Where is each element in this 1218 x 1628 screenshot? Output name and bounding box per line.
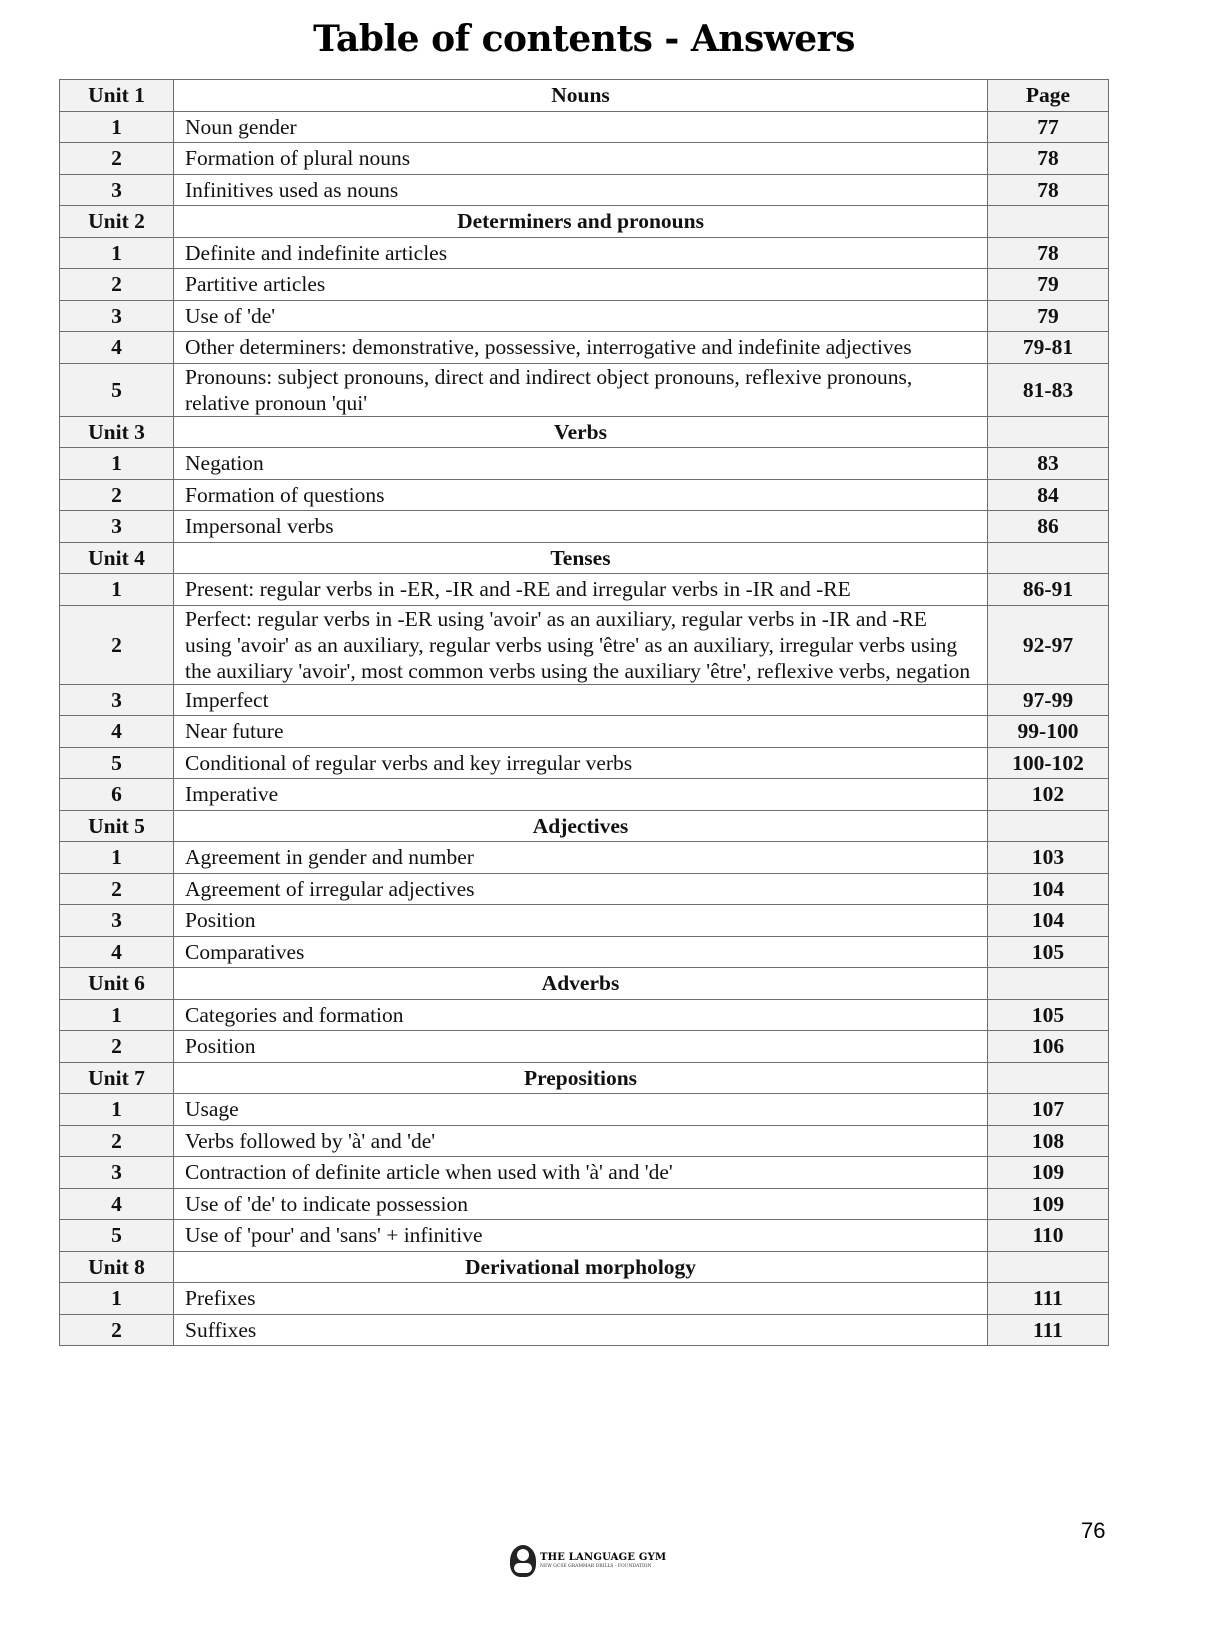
page-range: 111 bbox=[988, 1314, 1109, 1346]
unit-header-row bbox=[60, 810, 1109, 842]
section-title: Derivational morphology bbox=[174, 1251, 988, 1283]
item-number: 1 bbox=[60, 1283, 174, 1315]
section-title: Tenses bbox=[174, 542, 988, 574]
table-row bbox=[60, 300, 1109, 332]
item-number: 2 bbox=[60, 1031, 174, 1063]
page-column-header bbox=[988, 810, 1109, 842]
table-row bbox=[60, 999, 1109, 1031]
item-number: 6 bbox=[60, 779, 174, 811]
page-range: 79 bbox=[988, 300, 1109, 332]
topic-text: Formation of questions bbox=[174, 479, 988, 511]
item-number: 4 bbox=[60, 716, 174, 748]
page-range: 97-99 bbox=[988, 684, 1109, 716]
item-number: 3 bbox=[60, 684, 174, 716]
page-range: 109 bbox=[988, 1188, 1109, 1220]
unit-label: Unit 6 bbox=[60, 968, 174, 1000]
item-number: 5 bbox=[60, 363, 174, 416]
page-range: 107 bbox=[988, 1094, 1109, 1126]
item-number: 3 bbox=[60, 300, 174, 332]
topic-text: Usage bbox=[174, 1094, 988, 1126]
table-row bbox=[60, 269, 1109, 301]
topic-text: Suffixes bbox=[174, 1314, 988, 1346]
topic-text: Verbs followed by 'à' and 'de' bbox=[174, 1125, 988, 1157]
table-row bbox=[60, 605, 1109, 684]
page-range: 103 bbox=[988, 842, 1109, 874]
item-number: 2 bbox=[60, 143, 174, 175]
section-title: Nouns bbox=[174, 80, 988, 112]
table-row bbox=[60, 511, 1109, 543]
page-range: 79-81 bbox=[988, 332, 1109, 364]
topic-text: Pronouns: subject pronouns, direct and indirect object pronouns, reflexive pronouns, relative pronoun 'qui' bbox=[174, 363, 988, 416]
item-number: 2 bbox=[60, 1125, 174, 1157]
topic-text: Noun gender bbox=[174, 111, 988, 143]
item-number: 4 bbox=[60, 332, 174, 364]
topic-text: Infinitives used as nouns bbox=[174, 174, 988, 206]
item-number: 4 bbox=[60, 936, 174, 968]
item-number: 5 bbox=[60, 747, 174, 779]
topic-text: Definite and indefinite articles bbox=[174, 237, 988, 269]
topic-text: Contraction of definite article when used with 'à' and 'de' bbox=[174, 1157, 988, 1189]
page-range: 109 bbox=[988, 1157, 1109, 1189]
page-range: 83 bbox=[988, 448, 1109, 480]
topic-text: Categories and formation bbox=[174, 999, 988, 1031]
item-number: 1 bbox=[60, 999, 174, 1031]
page-range: 77 bbox=[988, 111, 1109, 143]
page-range: 105 bbox=[988, 936, 1109, 968]
item-number: 4 bbox=[60, 1188, 174, 1220]
item-number: 2 bbox=[60, 605, 174, 684]
page-range: 78 bbox=[988, 174, 1109, 206]
page-column-header bbox=[988, 542, 1109, 574]
unit-label: Unit 3 bbox=[60, 416, 174, 448]
unit-label: Unit 2 bbox=[60, 206, 174, 238]
page-column-header bbox=[988, 1062, 1109, 1094]
page-column-header bbox=[988, 416, 1109, 448]
unit-header-row bbox=[60, 542, 1109, 574]
topic-text: Impersonal verbs bbox=[174, 511, 988, 543]
topic-text: Prefixes bbox=[174, 1283, 988, 1315]
item-number: 2 bbox=[60, 269, 174, 301]
item-number: 3 bbox=[60, 174, 174, 206]
topic-text: Use of 'de' to indicate possession bbox=[174, 1188, 988, 1220]
page-range: 86 bbox=[988, 511, 1109, 543]
table-row bbox=[60, 873, 1109, 905]
table-row bbox=[60, 237, 1109, 269]
page-range: 110 bbox=[988, 1220, 1109, 1252]
language-gym-mascot-icon bbox=[510, 1545, 536, 1577]
topic-text: Partitive articles bbox=[174, 269, 988, 301]
unit-header-row bbox=[60, 1251, 1109, 1283]
table-row bbox=[60, 448, 1109, 480]
unit-header-row bbox=[60, 1062, 1109, 1094]
topic-text: Other determiners: demonstrative, possessive, interrogative and indefinite adjectives bbox=[174, 332, 988, 364]
logo-name: THE LANGUAGE GYM bbox=[540, 1551, 667, 1563]
table-row bbox=[60, 363, 1109, 416]
table-row bbox=[60, 1157, 1109, 1189]
unit-label: Unit 4 bbox=[60, 542, 174, 574]
table-row bbox=[60, 1094, 1109, 1126]
item-number: 5 bbox=[60, 1220, 174, 1252]
topic-text: Position bbox=[174, 905, 988, 937]
topic-text: Imperfect bbox=[174, 684, 988, 716]
logo-subtitle: NEW GCSE GRAMMAR DRILLS - FOUNDATION bbox=[540, 1563, 652, 1569]
table-row bbox=[60, 479, 1109, 511]
table-row bbox=[60, 779, 1109, 811]
topic-text: Use of 'de' bbox=[174, 300, 988, 332]
table-row bbox=[60, 1031, 1109, 1063]
topic-text: Perfect: regular verbs in -ER using 'avoir' as an auxiliary, regular verbs in -IR and -RE using 'avoir' as an auxiliary, regular verbs using 'être' as an auxiliary, irregular verbs using the auxiliary 'avoir', most common verbs using the auxiliary 'être', reflexive verbs, negation bbox=[174, 605, 988, 684]
page-range: 104 bbox=[988, 905, 1109, 937]
item-number: 1 bbox=[60, 1094, 174, 1126]
table-row bbox=[60, 111, 1109, 143]
section-title: Verbs bbox=[174, 416, 988, 448]
page-column-header bbox=[988, 206, 1109, 238]
unit-label: Unit 5 bbox=[60, 810, 174, 842]
table-row bbox=[60, 143, 1109, 175]
item-number: 2 bbox=[60, 479, 174, 511]
table-row bbox=[60, 1220, 1109, 1252]
section-title: Prepositions bbox=[174, 1062, 988, 1094]
page-range: 78 bbox=[988, 237, 1109, 269]
table-row bbox=[60, 716, 1109, 748]
page-range: 92-97 bbox=[988, 605, 1109, 684]
unit-label: Unit 7 bbox=[60, 1062, 174, 1094]
table-row bbox=[60, 1314, 1109, 1346]
page-title: Table of contents - Answers bbox=[313, 18, 855, 60]
page-range: 108 bbox=[988, 1125, 1109, 1157]
page-range: 78 bbox=[988, 143, 1109, 175]
unit-label: Unit 8 bbox=[60, 1251, 174, 1283]
page-range: 102 bbox=[988, 779, 1109, 811]
table-row bbox=[60, 1125, 1109, 1157]
page-range: 79 bbox=[988, 269, 1109, 301]
section-title: Adverbs bbox=[174, 968, 988, 1000]
page-range: 105 bbox=[988, 999, 1109, 1031]
topic-text: Agreement in gender and number bbox=[174, 842, 988, 874]
section-title: Adjectives bbox=[174, 810, 988, 842]
page-column-header bbox=[988, 1251, 1109, 1283]
table-row bbox=[60, 574, 1109, 606]
table-row bbox=[60, 747, 1109, 779]
item-number: 1 bbox=[60, 574, 174, 606]
page-number: 76 bbox=[1081, 1518, 1106, 1543]
topic-text: Negation bbox=[174, 448, 988, 480]
unit-header-row bbox=[60, 206, 1109, 238]
item-number: 3 bbox=[60, 1157, 174, 1189]
topic-text: Conditional of regular verbs and key irregular verbs bbox=[174, 747, 988, 779]
unit-header-row bbox=[60, 416, 1109, 448]
item-number: 3 bbox=[60, 905, 174, 937]
page-column-header bbox=[988, 968, 1109, 1000]
page-range: 81-83 bbox=[988, 363, 1109, 416]
section-title: Determiners and pronouns bbox=[174, 206, 988, 238]
item-number: 3 bbox=[60, 511, 174, 543]
item-number: 1 bbox=[60, 111, 174, 143]
topic-text: Comparatives bbox=[174, 936, 988, 968]
table-row bbox=[60, 684, 1109, 716]
table-row bbox=[60, 842, 1109, 874]
item-number: 1 bbox=[60, 448, 174, 480]
item-number: 1 bbox=[60, 842, 174, 874]
topic-text: Agreement of irregular adjectives bbox=[174, 873, 988, 905]
page-range: 111 bbox=[988, 1283, 1109, 1315]
table-row bbox=[60, 1188, 1109, 1220]
page-range: 104 bbox=[988, 873, 1109, 905]
topic-text: Use of 'pour' and 'sans' + infinitive bbox=[174, 1220, 988, 1252]
page-range: 100-102 bbox=[988, 747, 1109, 779]
table-row bbox=[60, 332, 1109, 364]
contents-table bbox=[59, 79, 1109, 1346]
item-number: 1 bbox=[60, 237, 174, 269]
page-range: 106 bbox=[988, 1031, 1109, 1063]
unit-label: Unit 1 bbox=[60, 80, 174, 112]
unit-header-row bbox=[60, 80, 1109, 112]
page-range: 99-100 bbox=[988, 716, 1109, 748]
table-row bbox=[60, 905, 1109, 937]
topic-text: Present: regular verbs in -ER, -IR and -RE and irregular verbs in -IR and -RE bbox=[174, 574, 988, 606]
item-number: 2 bbox=[60, 1314, 174, 1346]
item-number: 2 bbox=[60, 873, 174, 905]
footer-logo bbox=[510, 1545, 666, 1577]
topic-text: Imperative bbox=[174, 779, 988, 811]
table-row bbox=[60, 174, 1109, 206]
topic-text: Formation of plural nouns bbox=[174, 143, 988, 175]
topic-text: Near future bbox=[174, 716, 988, 748]
page-range: 86-91 bbox=[988, 574, 1109, 606]
page-column-header: Page bbox=[988, 80, 1109, 112]
table-row bbox=[60, 1283, 1109, 1315]
page-range: 84 bbox=[988, 479, 1109, 511]
table-row bbox=[60, 936, 1109, 968]
topic-text: Position bbox=[174, 1031, 988, 1063]
unit-header-row bbox=[60, 968, 1109, 1000]
